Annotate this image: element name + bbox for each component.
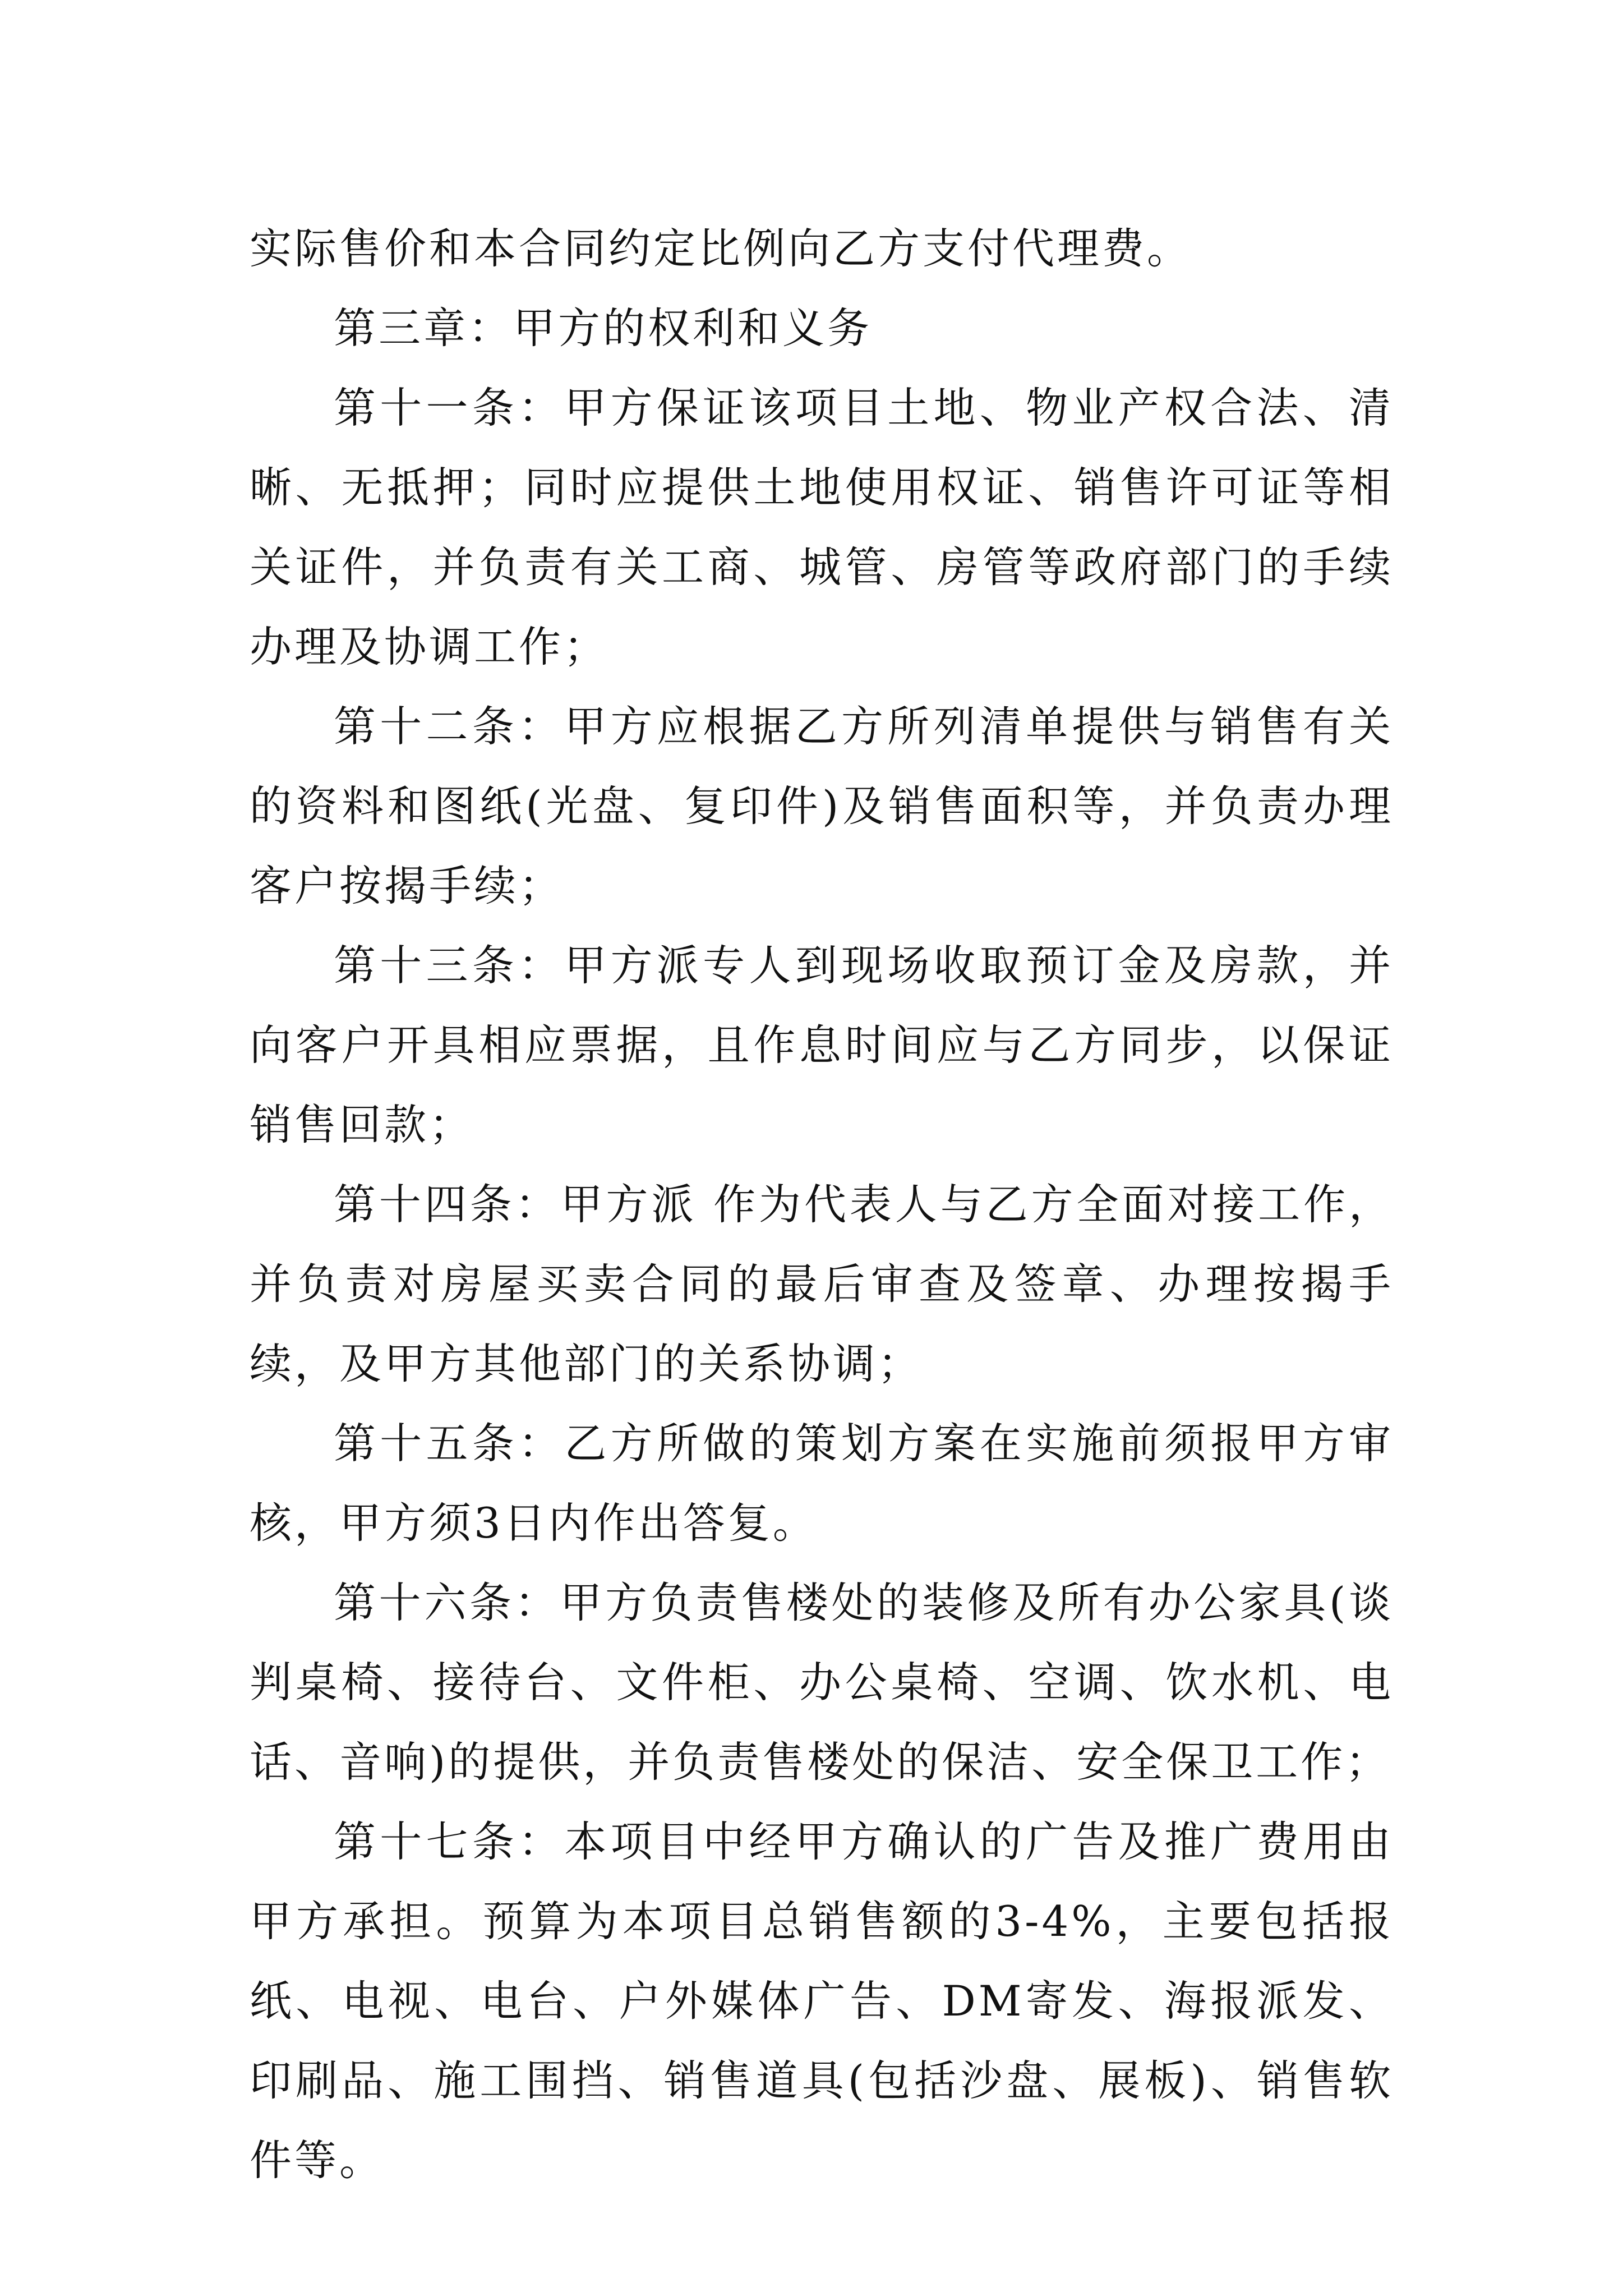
article-16: 第十六条：甲方负责售楼处的装修及所有办公家具(谈判桌椅、接待台、文件柜、办公桌椅、空调、饮水机、电话、音响)的提供，并负责售楼处的保洁、安全保卫工作； bbox=[250, 1578, 1394, 1787]
article-15: 第十五条：乙方所做的策划方案在实施前须报甲方审核，甲方须3日内作出答复。 bbox=[250, 1419, 1394, 1548]
article-13: 第十三条：甲方派专人到现场收取预订金及房款，并向客户开具相应票据，且作息时间应与乙方同步，以保证销售回款； bbox=[250, 941, 1394, 1149]
document-body bbox=[250, 209, 1394, 2200]
article-14: 第十四条：甲方派 作为代表人与乙方全面对接工作，并负责对房屋买卖合同的最后审查及签章、办理按揭手续，及甲方其他部门的关系协调； bbox=[250, 1180, 1394, 1388]
article-11: 第十一条：甲方保证该项目土地、物业产权合法、清晰、无抵押；同时应提供土地使用权证、销售许可证等相关证件，并负责有关工商、城管、房管等政府部门的手续办理及协调工作； bbox=[250, 383, 1394, 671]
paragraph-continuation: 实际售价和本合同约定比例向乙方支付代理费。 bbox=[250, 224, 1192, 273]
chapter-heading: 第三章：甲方的权利和义务 bbox=[334, 303, 873, 353]
article-12: 第十二条：甲方应根据乙方所列清单提供与销售有关的资料和图纸(光盘、复印件)及销售面积等，并负责办理客户按揭手续； bbox=[250, 702, 1394, 910]
article-17: 第十七条：本项目中经甲方确认的广告及推广费用由甲方承担。预算为本项目总销售额的3-4%，主要包括报纸、电视、电台、户外媒体广告、DM寄发、海报派发、印刷品、施工围挡、销售道具(包括沙盘、展板)、销售软件等。 bbox=[250, 1817, 1394, 2185]
